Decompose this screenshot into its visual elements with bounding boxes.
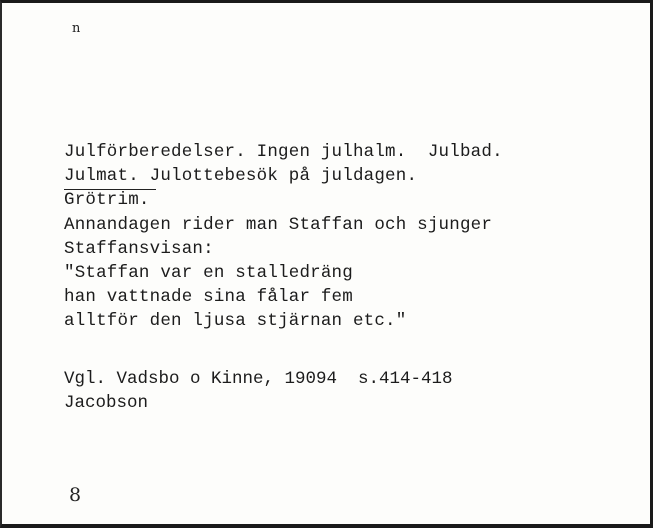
- body-line: Annandagen rider man Staffan och sjunger: [64, 214, 493, 235]
- corner-mark: n: [72, 21, 81, 36]
- body-line: alltför den ljusa stjärnan etc.": [64, 311, 407, 332]
- body-line: "Staffan var en stalledräng: [64, 263, 353, 284]
- reference-line: Vgl. Vadsbo o Kinne, 19094 s.414-418: [64, 369, 453, 389]
- body-line: Julförberedelser. Ingen julhalm. Julbad.: [64, 142, 503, 162]
- handwritten-underline: [64, 189, 156, 190]
- card-body-text: [64, 140, 503, 334]
- source-reference: [64, 367, 453, 415]
- body-line: han vattnade sina fålar fem: [64, 287, 353, 308]
- body-line: Grötrim.: [64, 190, 150, 211]
- card-number: 8: [69, 484, 82, 506]
- body-line: Staffansvisan:: [64, 238, 214, 259]
- body-line: Julmat. Julottebesök på juldagen.: [64, 166, 418, 187]
- reference-line: Jacobson: [64, 393, 149, 414]
